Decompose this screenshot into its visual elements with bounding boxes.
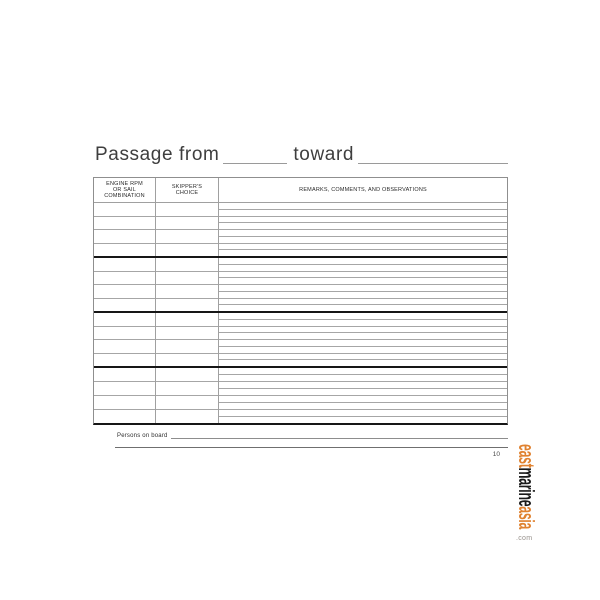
remarks-line <box>219 333 507 340</box>
table-block <box>94 368 507 423</box>
col-header-skippers-choice <box>156 178 219 202</box>
col-header-line: SKIPPER'S <box>171 184 203 190</box>
title-passage-from: Passage from <box>95 144 220 165</box>
skippers-choice-cell <box>156 244 218 257</box>
persons-on-board-blank-line <box>171 436 508 439</box>
remarks-line <box>219 237 507 244</box>
persons-on-board-label: Persons on board <box>117 433 168 439</box>
skippers-choice-cell <box>156 340 218 354</box>
skippers-choice-cell <box>156 327 218 341</box>
table-header-row <box>94 178 507 203</box>
logo-domain-suffix: .com <box>516 535 533 542</box>
remarks-line <box>219 250 507 256</box>
engine-rpm-cell <box>94 313 155 327</box>
page-number: 10 <box>492 451 500 458</box>
col-header-engine-rpm <box>94 178 156 202</box>
table-body <box>94 203 507 423</box>
remarks-line <box>219 417 507 423</box>
engine-rpm-cell <box>94 217 155 231</box>
remarks-line <box>219 285 507 292</box>
skippers-choice-cell <box>156 299 218 312</box>
remarks-line <box>219 327 507 334</box>
remarks-line <box>219 360 507 366</box>
skippers-choice-cell <box>156 368 218 382</box>
title-toward: toward <box>293 144 355 165</box>
remarks-line <box>219 203 507 210</box>
skippers-choice-cell <box>156 313 218 327</box>
remarks-line <box>219 375 507 382</box>
skippers-choice-cell <box>156 410 218 423</box>
c1-column <box>94 313 156 366</box>
remarks-line <box>219 299 507 306</box>
c2-column <box>156 313 219 366</box>
c1-column <box>94 258 156 311</box>
remarks-line <box>219 265 507 272</box>
col-header-line: REMARKS, COMMENTS, AND OBSERVATIONS <box>299 187 427 193</box>
eastmarineasia-wordmark <box>515 444 537 529</box>
skippers-choice-cell <box>156 230 218 244</box>
skippers-choice-cell <box>156 285 218 299</box>
engine-rpm-cell <box>94 354 155 367</box>
engine-rpm-cell <box>94 299 155 312</box>
logo-word-asia: asia <box>514 506 539 530</box>
remarks-line <box>219 313 507 320</box>
remarks-line <box>219 217 507 224</box>
remarks-line <box>219 340 507 347</box>
table-block <box>94 258 507 313</box>
col-header-line: CHOICE <box>175 190 199 196</box>
remarks-line <box>219 347 507 354</box>
engine-rpm-cell <box>94 258 155 272</box>
remarks-line <box>219 292 507 299</box>
remarks-line <box>219 403 507 410</box>
remarks-line <box>219 410 507 417</box>
engine-rpm-cell <box>94 410 155 423</box>
passage-log-table <box>93 177 508 425</box>
col-header-line: OR SAIL <box>112 187 137 193</box>
engine-rpm-cell <box>94 382 155 396</box>
remarks-line <box>219 278 507 285</box>
c2-column <box>156 368 219 423</box>
skippers-choice-cell <box>156 258 218 272</box>
remarks-line <box>219 382 507 389</box>
remarks-line <box>219 368 507 375</box>
col-header-line: ENGINE RPM <box>106 181 143 187</box>
footer-rule <box>115 447 508 448</box>
page-title <box>95 144 508 166</box>
skippers-choice-cell <box>156 203 218 217</box>
remarks-line <box>219 230 507 237</box>
remarks-line <box>219 396 507 403</box>
engine-rpm-cell <box>94 285 155 299</box>
skippers-choice-cell <box>156 396 218 410</box>
engine-rpm-cell <box>94 203 155 217</box>
remarks-line <box>219 272 507 279</box>
c2-column <box>156 258 219 311</box>
c3-column <box>219 368 507 423</box>
c3-column <box>219 258 507 311</box>
remarks-line <box>219 354 507 361</box>
remarks-line <box>219 320 507 327</box>
c3-column <box>219 313 507 366</box>
skippers-choice-cell <box>156 354 218 367</box>
c1-column <box>94 203 156 256</box>
remarks-line <box>219 389 507 396</box>
engine-rpm-cell <box>94 396 155 410</box>
remarks-line <box>219 258 507 265</box>
passage-from-blank-line <box>223 161 287 164</box>
engine-rpm-cell <box>94 368 155 382</box>
logo-word-east: east <box>514 444 539 468</box>
remarks-line <box>219 305 507 311</box>
skippers-choice-cell <box>156 272 218 286</box>
engine-rpm-cell <box>94 327 155 341</box>
toward-blank-line <box>358 161 508 164</box>
remarks-line <box>219 244 507 251</box>
engine-rpm-cell <box>94 272 155 286</box>
remarks-line <box>219 210 507 217</box>
table-block <box>94 313 507 368</box>
remarks-line <box>219 223 507 230</box>
c1-column <box>94 368 156 423</box>
persons-on-board-row <box>117 429 508 439</box>
col-header-remarks <box>219 178 507 202</box>
c3-column <box>219 203 507 256</box>
engine-rpm-cell <box>94 244 155 257</box>
engine-rpm-cell <box>94 230 155 244</box>
skippers-choice-cell <box>156 382 218 396</box>
engine-rpm-cell <box>94 340 155 354</box>
col-header-line: COMBINATION <box>104 193 145 199</box>
table-block <box>94 203 507 258</box>
logo-word-marine: marine <box>514 467 539 507</box>
skippers-choice-cell <box>156 217 218 231</box>
c2-column <box>156 203 219 256</box>
